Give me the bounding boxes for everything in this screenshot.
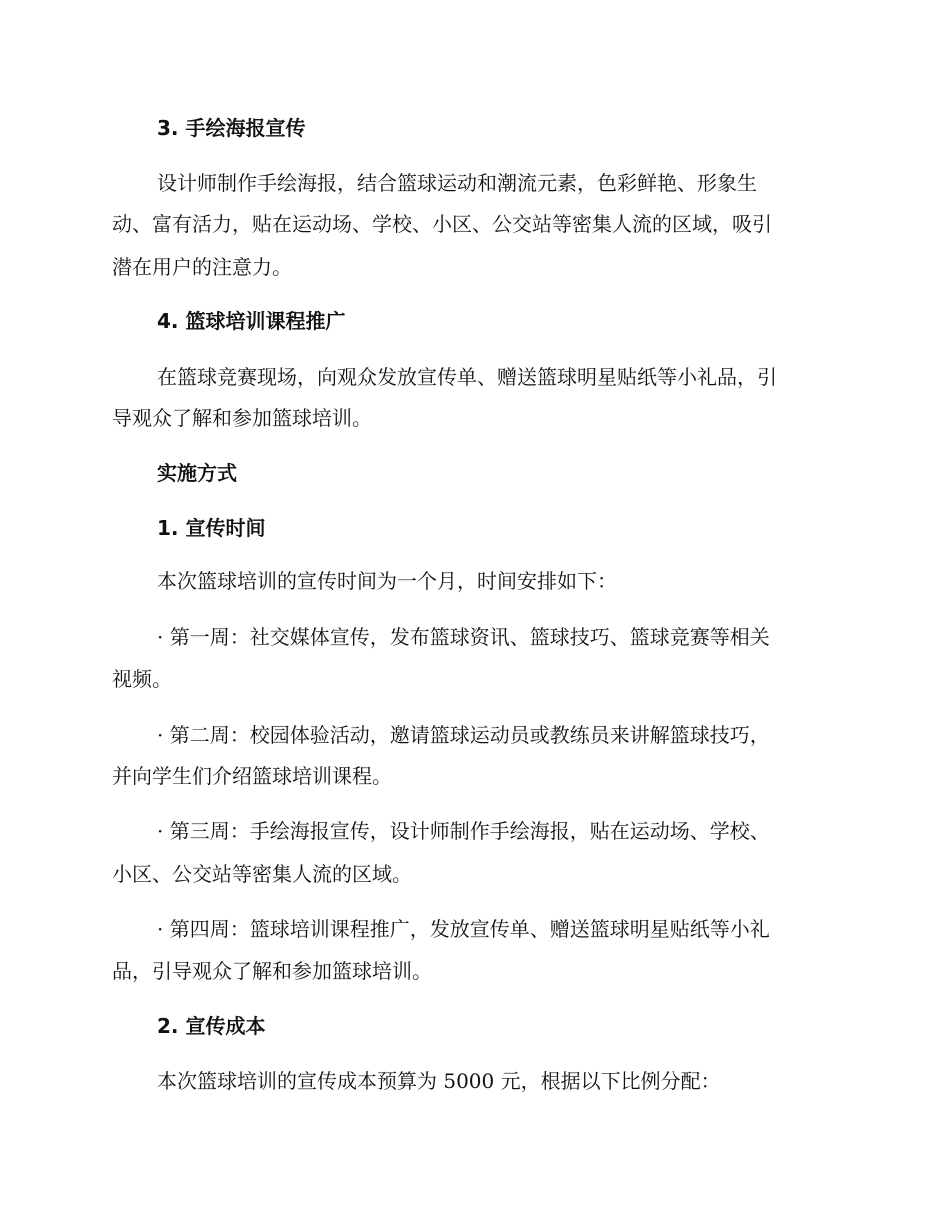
bullet-week-1: · 第一周：社交媒体宣传，发布篮球资讯、篮球技巧、篮球竞赛等相关 [157, 625, 770, 649]
section-heading-course-promotion: 4. 篮球培训课程推广 [157, 309, 346, 333]
subheading-promotion-cost: 2. 宣传成本 [157, 1014, 266, 1038]
paragraph-line: 导观众了解和参加篮球培训。 [112, 406, 372, 430]
paragraph-line: 本次篮球培训的宣传成本预算为 5000 元，根据以下比例分配： [157, 1069, 721, 1093]
bullet-week-4: · 第四周：篮球培训课程推广，发放宣传单、赠送篮球明星贴纸等小礼 [157, 917, 770, 941]
bullet-week-3-continued: 小区、公交站等密集人流的区域。 [112, 862, 412, 886]
bullet-week-2: · 第二周：校园体验活动，邀请篮球运动员或教练员来讲解篮球技巧， [157, 723, 770, 747]
section-heading-implementation: 实施方式 [157, 461, 237, 485]
paragraph-line: 设计师制作手绘海报，结合篮球运动和潮流元素，色彩鲜艳、形象生 [157, 171, 757, 195]
bullet-week-1-continued: 视频。 [112, 667, 172, 691]
subheading-promotion-time: 1. 宣传时间 [157, 516, 266, 540]
paragraph-line: 动、富有活力，贴在运动场、学校、小区、公交站等密集人流的区域，吸引 [112, 212, 772, 236]
bullet-week-3: · 第三周：手绘海报宣传，设计师制作手绘海报，贴在运动场、学校、 [157, 819, 770, 843]
bullet-week-2-continued: 并向学生们介绍篮球培训课程。 [112, 764, 392, 788]
paragraph-line: 潜在用户的注意力。 [112, 255, 292, 279]
paragraph-line: 本次篮球培训的宣传时间为一个月，时间安排如下： [157, 569, 617, 593]
bullet-week-4-continued: 品，引导观众了解和参加篮球培训。 [112, 959, 432, 983]
section-heading-hand-drawn-poster: 3. 手绘海报宣传 [157, 116, 306, 140]
paragraph-line: 在篮球竞赛现场，向观众发放宣传单、赠送篮球明星贴纸等小礼品，引 [157, 365, 777, 389]
